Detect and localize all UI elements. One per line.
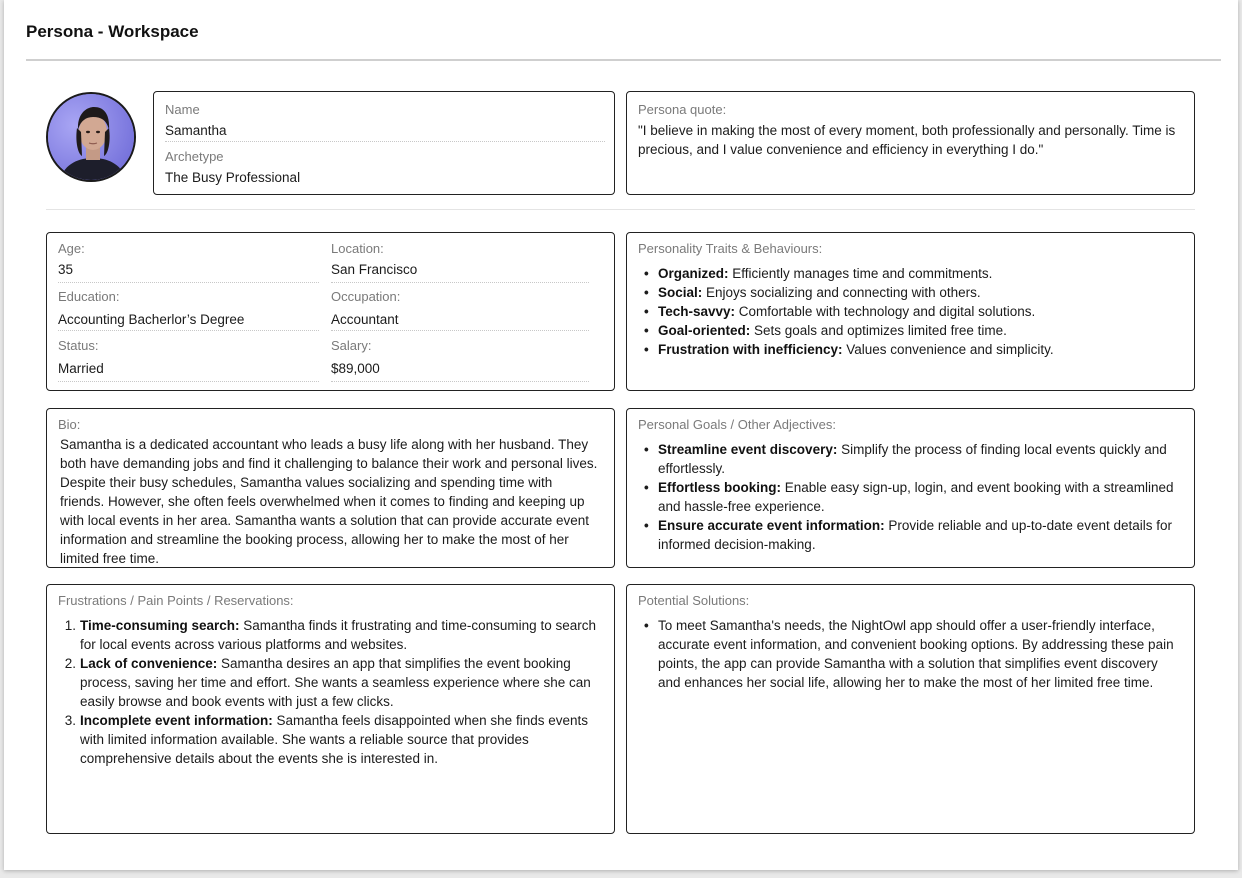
page-title: Persona - Workspace bbox=[26, 22, 199, 41]
frustrations-label: Frustrations / Pain Points / Reservations: bbox=[58, 593, 294, 608]
salary-field bbox=[331, 336, 589, 382]
salary-value: $89,000 bbox=[331, 361, 380, 376]
list-item: • Goal-oriented: Sets goals and optimizes limited free time. bbox=[638, 321, 1183, 340]
salary-label: Salary: bbox=[331, 338, 372, 353]
name-value: Samantha bbox=[165, 123, 227, 138]
name-field bbox=[165, 100, 605, 142]
status-field bbox=[58, 336, 319, 382]
list-item: 1. Time-consuming search: Samantha finds it frustrating and time-consuming to search for local events across various platforms and websites. bbox=[64, 618, 596, 652]
bio-card bbox=[46, 408, 615, 568]
identity-card bbox=[153, 91, 615, 195]
name-label: Name bbox=[165, 102, 200, 117]
status-label: Status: bbox=[58, 338, 99, 353]
title-divider bbox=[26, 59, 1221, 61]
archetype-label: Archetype bbox=[165, 149, 224, 164]
list-item: 3. Incomplete event information: Samantha feels disappointed when she finds events with limited information available. She wants a reliable source that provides comprehensive details about the events she is interested in. bbox=[64, 713, 588, 766]
person-portrait-icon bbox=[48, 94, 136, 182]
persona-sheet bbox=[4, 0, 1238, 870]
quote-text: "I believe in making the most of every moment, both professionally and personally. Time is precious, and I value convenience and efficiency in everything I do." bbox=[638, 123, 1176, 157]
location-value: San Francisco bbox=[331, 262, 418, 277]
bio-text: Samantha is a dedicated accountant who leads a busy life along with her husband. They both have demanding jobs and find it challenging to balance their work and personal lives. Despite their busy schedules, Samantha values socializing and spending time with friends. However, she often feels overwhelmed when it comes to finding and keeping up with local events in her area. Samantha wants a solution that can provide accurate event information and streamline the booking process, allowing her to make the most of her limited free time. bbox=[60, 437, 598, 566]
traits-label: Personality Traits & Behaviours: bbox=[638, 241, 823, 256]
list-item: • Organized: Efficiently manages time and commitments. bbox=[638, 264, 1183, 283]
list-item: • Frustration with inefficiency: Values convenience and simplicity. bbox=[638, 340, 1183, 359]
status-value: Married bbox=[58, 361, 104, 376]
archetype-value: The Busy Professional bbox=[165, 170, 301, 185]
list-item: • Streamline event discovery: Simplify the process of finding local events quickly and effortlessly. bbox=[638, 440, 1183, 478]
goals-card bbox=[626, 408, 1195, 568]
age-value: 35 bbox=[58, 262, 74, 277]
list-item: • Effortless booking: Enable easy sign-up, login, and event booking with a streamlined and hassle-free experience. bbox=[638, 478, 1183, 516]
bio-label: Bio: bbox=[58, 417, 81, 432]
goals-label: Personal Goals / Other Adjectives: bbox=[638, 417, 836, 432]
location-field bbox=[331, 239, 589, 283]
list-item: • Social: Enjoys socializing and connecting with others. bbox=[638, 283, 1183, 302]
education-value: Accounting Bacherlor’s Degree bbox=[58, 312, 245, 327]
occupation-field bbox=[331, 287, 589, 331]
age-field bbox=[58, 239, 319, 283]
traits-card bbox=[626, 232, 1195, 391]
frustrations-list bbox=[58, 616, 598, 768]
list-item: • Ensure accurate event information: Provide reliable and up-to-date event details for informed decision-making. bbox=[638, 516, 1183, 554]
section-divider bbox=[46, 209, 1195, 210]
age-label: Age: bbox=[58, 241, 85, 256]
education-field bbox=[58, 287, 319, 331]
goals-list bbox=[638, 440, 1183, 554]
education-label: Education: bbox=[58, 289, 120, 304]
quote-card bbox=[626, 91, 1195, 195]
solutions-label: Potential Solutions: bbox=[638, 593, 750, 608]
occupation-value: Accountant bbox=[331, 312, 399, 327]
list-item: 2. Lack of convenience: Samantha desires an app that simplifies the event booking process, saving her time and effort. She wants a seamless experience where she can easily browse and book events with just a few clicks. bbox=[64, 656, 591, 709]
persona-avatar bbox=[46, 92, 136, 182]
quote-label: Persona quote: bbox=[638, 102, 727, 117]
solutions-card bbox=[626, 584, 1195, 834]
list-item: • To meet Samantha's needs, the NightOwl app should offer a user-friendly interface, accurate event information, and convenient booking options. By addressing these pain points, the app can provide Samantha with a solution that simplifies event discovery and enhances her social life, allowing her to make the most of her limited free time. bbox=[638, 616, 1183, 692]
archetype-field bbox=[165, 147, 605, 187]
list-item: • Tech-savvy: Comfortable with technology and digital solutions. bbox=[638, 302, 1183, 321]
traits-list bbox=[638, 264, 1183, 359]
demographics-card bbox=[46, 232, 615, 391]
frustrations-card bbox=[46, 584, 615, 834]
solutions-list bbox=[638, 616, 1183, 692]
location-label: Location: bbox=[331, 241, 384, 256]
occupation-label: Occupation: bbox=[331, 289, 401, 304]
